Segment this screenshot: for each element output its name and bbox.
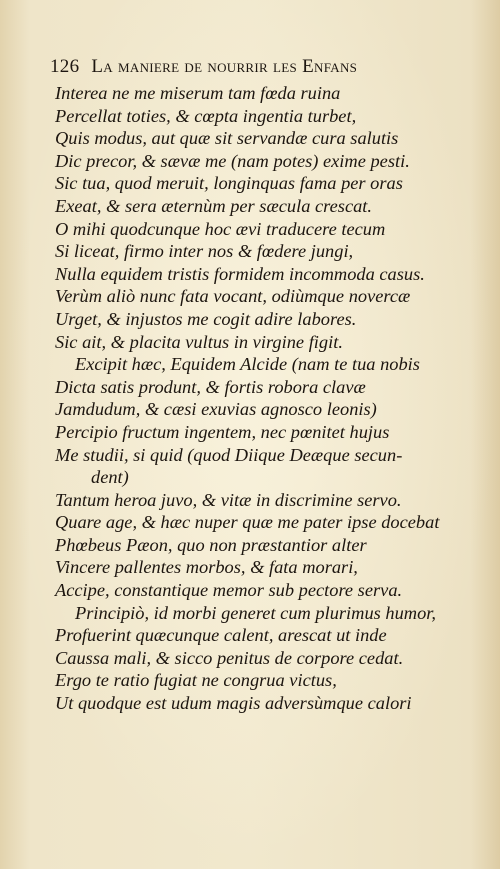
verse-line: Profuerint quæcunque calent, arescat ut inde (55, 625, 387, 646)
verse-line: Caussa mali, & sicco penitus de corpore cedat. (55, 647, 404, 668)
verse-line: Jamdudum, & cæsi exuvias agnosco leonis) (55, 399, 377, 420)
verse-line: dent) (91, 467, 129, 488)
verse-line: Me studii, si quid (quod Diique Deæque secun- (55, 444, 403, 465)
verse-line: Si liceat, firmo inter nos & fœdere jungi, (55, 241, 354, 262)
verse-line: Vincere pallentes morbos, & fata morari, (55, 557, 358, 578)
verse-line: O mihi quodcunque hoc ævi traducere tecum (55, 218, 386, 239)
verse-line: Accipe, constantique memor sub pectore serva. (55, 580, 403, 601)
running-title: La maniere de nourrir les Enfans (91, 56, 358, 77)
verse-line: Interea ne me miserum tam fœda ruina (55, 83, 341, 103)
verse-line: Percellat toties, & cœpta ingentia turbet, (55, 105, 357, 126)
verse-line: Tantum heroa juvo, & vitæ in discrimine servo. (55, 489, 402, 510)
verse-line: Quis modus, aut quæ sit servandæ cura salutis (55, 128, 399, 149)
verse-line: Sic ait, & placita vultus in virgine figit. (55, 331, 343, 352)
verse-line: Quare age, & hæc nuper quæ me pater ipse docebat (55, 512, 440, 533)
verse-line: Ergo te ratio fugiat ne congrua victus, (55, 670, 337, 691)
page-number: 126 (50, 56, 80, 77)
verse-line: Verùm aliò nunc fata vocant, odiùmque novercæ (55, 286, 411, 307)
verse-line: Dicta satis produnt, & fortis robora clavæ (55, 376, 366, 397)
verse-line: Phœbeus Pæon, quo non præstantior alter (55, 534, 367, 555)
verse-line: Ut quodque est udum magis adversùmque calori (55, 693, 412, 714)
verse-line: Percipio fructum ingentem, nec pœnitet hujus (55, 421, 390, 442)
poem-text (55, 82, 475, 715)
verse-line: Nulla equidem tristis formidem incommoda casus. (55, 263, 425, 284)
page-header (50, 56, 465, 78)
verse-line: Urget, & injustos me cogit adire labores. (55, 308, 357, 329)
verse-line: Sic tua, quod meruit, longinquas fama per oras (55, 173, 403, 194)
verse-line: Excipit hæc, Equidem Alcide (nam te tua nobis (75, 354, 420, 375)
verse-line: Exeat, & sera æternùm per sæcula crescat. (55, 195, 373, 216)
verse-line: Dic precor, & sævæ me (nam potes) exime pesti. (55, 150, 410, 171)
verse-line: Principiò, id morbi generet cum plurimus humor, (75, 602, 436, 623)
